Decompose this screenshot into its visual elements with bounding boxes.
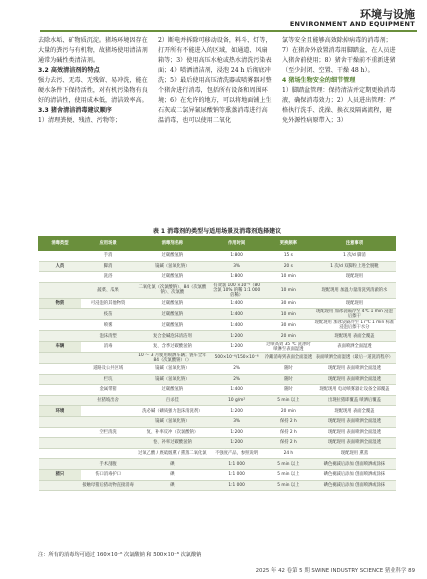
- table-cell: 拉猪坡出舍: [81, 395, 135, 406]
- table-caption: 表 1 消毒剂的类型与适用场景及消毒剂选择建议: [152, 228, 282, 235]
- table-cell: 30 min: [263, 320, 313, 331]
- table-cell: 伤口消毒护口: [81, 469, 135, 480]
- category-cell: [39, 309, 82, 320]
- category-cell: 猪只: [39, 469, 82, 480]
- paragraph: 1）清理粪便、残渣、污物等；: [38, 117, 122, 124]
- table-cell: 疫苗: [81, 309, 135, 320]
- table-cell: 过氧乙酸 / 底硫烟熏 / 熏蒸二氧化氯: [135, 448, 210, 459]
- category-cell: [39, 480, 82, 491]
- table-row: [39, 395, 396, 406]
- table-cell: 过碳酸氢钠: [135, 251, 210, 262]
- table-cell: 出现拉猪即覆盖 喷洒后覆盖: [313, 395, 395, 406]
- table-cell: 保持 2 h: [263, 416, 313, 427]
- table-cell: 碘: [135, 469, 210, 480]
- table-cell: 二氧化氯（次氯酸钠）、84（次氯酸钠）、次氯酸: [135, 282, 210, 298]
- category-cell: [39, 459, 82, 470]
- table-cell: 1:200: [210, 427, 264, 438]
- table-cell: 碘色褪减后添加 创面喷洒或涂抹: [313, 469, 395, 480]
- table-cell: 卷、补率过碳酸氢钠: [135, 438, 210, 449]
- table-cell: 现配现用 熏蒸: [313, 448, 395, 459]
- table-cell: 蔬菜、瓜果: [81, 282, 135, 298]
- table-cell: 镜碱（氢氧化钠）: [135, 416, 210, 427]
- table-cell: 2%: [210, 363, 264, 374]
- subheading: 3.3 猪舍清洁消毒建议顺序: [38, 107, 112, 114]
- table-cell: 洗浴: [81, 272, 135, 283]
- paragraph: 2）断电并拆除可移动设备，料斗、灯等，打开所有不能进入的区域，如通道、风扇箱等；3）使用高压水枪或热水清洗污染表面；4）喷洒清洁剂，浸泡 24 h 后彻底冲洗；5）最后使用高压清洗器或喷雾器对整个猪舍进行消毒，包括所有设备和周围环境；6）在允许的地方，可以将地面铺上生石灰或二氯异氰尿酸钠等熏蒸消毒进行高温消毒，也可以使用二氧化: [158, 37, 272, 124]
- table-cell: 栏坑: [81, 374, 135, 385]
- column-header: 消毒类型: [39, 237, 82, 251]
- table-cell: [81, 416, 135, 427]
- paragraph: 强力去污、无毒、无残留、易冲洗，能在硬水条件下保持活性，对有机污染物有良好的清洁性，使用成本低，清洁效率高。: [38, 77, 148, 104]
- table-cell: 5 min 以上: [263, 469, 313, 480]
- table-cell: 500×10⁻⁶/150×10⁻⁶: [210, 352, 264, 363]
- table-cell: 1:200: [210, 438, 264, 449]
- table-cell: 现配现用 表面喷洒全面湿透: [313, 438, 395, 449]
- table-row: [39, 282, 396, 298]
- body-column-2: [158, 36, 273, 126]
- table-cell: 过碳酸氢钠: [135, 320, 210, 331]
- table-cell: 现配现用 加冰袋隔冷至 4℃ 1 min 浸泡后擦干: [313, 309, 395, 320]
- table-cell: 过喷高效 35 ℃ 洗涤时喷淋至表面湿透: [263, 341, 313, 352]
- table-cell: 现配现用 表面喷洒全面湿透: [313, 363, 395, 374]
- body-column-1: [38, 36, 150, 126]
- table-cell: 现配现用 表面喷洒全面湿透: [313, 416, 395, 427]
- table-cell: 过碳酸氢钠: [135, 309, 210, 320]
- table-cell: 1:400: [210, 309, 264, 320]
- table-row: [39, 427, 396, 438]
- table-cell: [81, 352, 135, 363]
- table-row: [39, 331, 396, 342]
- table-cell: 3%: [210, 416, 264, 427]
- table-cell: 碘: [135, 480, 210, 491]
- category-cell: 人员: [39, 261, 82, 272]
- table-cell: 24 h: [263, 448, 313, 459]
- table-cell: 镜碱（氢氧化钠）: [135, 363, 210, 374]
- table-row: [39, 448, 396, 459]
- table-cell: 1:400: [210, 298, 264, 309]
- category-cell: [39, 438, 82, 449]
- table-row: [39, 341, 396, 352]
- table-cell: 泡沫清塑: [81, 331, 135, 342]
- table-cell: 洗必碱（磷质强力泡沫清洗剂）: [135, 406, 210, 417]
- table-cell: [81, 438, 135, 449]
- table-cell: 表面喷洒全面湿透: [313, 341, 395, 352]
- table-row: [39, 363, 396, 374]
- table-cell: 30 min: [263, 298, 313, 309]
- table-row: [39, 298, 396, 309]
- table-cell: 20 s: [263, 261, 313, 272]
- table-cell: 脚消: [81, 261, 135, 272]
- table-cell: 百杀佳: [135, 395, 210, 406]
- table-cell: 冷藏消毒到表面全面湿透: [263, 352, 313, 363]
- table-row: [39, 272, 396, 283]
- table-row: [39, 438, 396, 449]
- table-cell: 现配现用: [313, 272, 395, 283]
- paragraph: 去除水垢、矿物质沉淀。猪场环境因存在大量的粪污与有机物，故猪场使用清洁剂通常为碱性类清洁剂。: [38, 37, 148, 64]
- category-cell: 物资: [39, 298, 82, 309]
- table-cell: 可浸泡的其他物资: [81, 298, 135, 309]
- category-cell: 环境: [39, 406, 82, 417]
- header-divider: [40, 30, 417, 32]
- table-cell: 镜碱（氢氧化钠）: [135, 374, 210, 385]
- table-cell: 过碳酸氢钠: [135, 272, 210, 283]
- category-cell: [39, 374, 82, 385]
- table-cell: 1:800: [210, 251, 264, 262]
- table-cell: 1:1 000: [210, 459, 264, 470]
- category-cell: [39, 272, 82, 283]
- table-cell: 手术剖腹: [81, 459, 135, 470]
- category-cell: [39, 395, 82, 406]
- table-row: [39, 374, 396, 385]
- category-cell: 车辆: [39, 341, 82, 352]
- table-cell: 过碳酸氢钠: [135, 298, 210, 309]
- table-cell: 现配现用 表面喷洒全面湿透: [313, 374, 395, 385]
- table-cell: 10 min: [263, 272, 313, 283]
- table-cell: 1:1 000: [210, 480, 264, 491]
- table-cell: 1:400: [210, 320, 264, 331]
- table-cell: 5 min 以上: [263, 459, 313, 470]
- column-header: 更换频率: [263, 237, 313, 251]
- table-cell: 镜碱（氢氧化钠）: [135, 261, 210, 272]
- table-cell: 1:1 000: [210, 469, 264, 480]
- table-cell: 复合金碱泡沫清洁剂: [135, 331, 210, 342]
- table-cell: 1:200: [210, 406, 264, 417]
- table-cell: 10 ～ 3 月使用喷洒车辆；链车全年 84（次氯酸钠）（）: [135, 352, 210, 363]
- table-cell: 金属带猪: [81, 385, 135, 396]
- column-header: 应用场景: [81, 237, 135, 251]
- table-cell: 2%: [210, 374, 264, 385]
- category-cell: [39, 331, 82, 342]
- table-cell: 1:200: [210, 331, 264, 342]
- category-cell: [39, 352, 82, 363]
- table-cell: 保持 2 h: [263, 427, 313, 438]
- table-header-row: [39, 237, 396, 251]
- paragraph: 1）脚踏盆管理：保持清洁并定期更换消毒液，确保消毒效力；2）人员进出管理：严格执行洗手、洗澡、换衣及隔离流程，避免外源性病原带入；3）: [282, 87, 396, 124]
- table-cell: 不强度产品，参照说明: [210, 448, 264, 459]
- table-cell: [81, 448, 135, 459]
- table-cell: 消毒: [81, 341, 135, 352]
- category-cell: [39, 427, 82, 438]
- table-cell: 碘色褪减后添加 创面喷洒或涂抹: [313, 459, 395, 470]
- table-cell: 道路及公共区域: [81, 363, 135, 374]
- disinfectant-table: [38, 236, 396, 491]
- table-cell: 接触母猪后猪动物直接消毒: [81, 480, 135, 491]
- table-cell: 20 min: [263, 406, 313, 417]
- page-footer: 2025 年 42 卷第 5 期 SWINE INDUSTRY SCIENCE 猪业科学 89: [255, 568, 415, 574]
- paragraph: 氯等安全且能够高效除掉病毒的消毒剂；7）在猪舍外放置消毒用脚踏盆，在人员进入猪舍前使用；8）猪舍干燥前不重新进猪（至少封闭、空置、干燥 48 h）。: [282, 37, 396, 74]
- table-cell: 手消: [81, 251, 135, 262]
- table-row: [39, 251, 396, 262]
- table-row: [39, 309, 396, 320]
- table-body: [39, 251, 396, 491]
- table-cell: 喷雾: [81, 320, 135, 331]
- table-cell: 有效氯 100 ×10⁻⁶（80 含氯 10% 的稀 1:1 000 倍稀）: [210, 282, 264, 298]
- category-cell: [39, 448, 82, 459]
- category-cell: [39, 282, 82, 298]
- table-cell: 现配现用 表面全覆盖: [313, 406, 395, 417]
- table-row: [39, 469, 396, 480]
- table-row: [39, 480, 396, 491]
- table-cell: 表面喷洒全面湿透（最后一道洗消程序）: [313, 352, 395, 363]
- table-cell: 现配现用: [313, 298, 395, 309]
- table-cell: 现配现用 表面全覆盖: [313, 331, 395, 342]
- table-cell: 现配现用 加冰袋隔冷至 17℃ 1 min 标准浸泡后擦干水分: [314, 320, 395, 331]
- table-cell: 过碳酸氢钠: [135, 385, 210, 396]
- category-cell: [39, 385, 82, 396]
- table-cell: 随时: [263, 363, 313, 374]
- table-cell: 10 min: [263, 282, 313, 298]
- table-cell: 复、含季过碳酸氢钠: [135, 341, 210, 352]
- table-cell: 5 min 以上: [263, 480, 313, 491]
- table-row: [39, 385, 396, 396]
- subheading: 3.2 高效清洁剂的特点: [38, 67, 100, 74]
- category-cell: [39, 251, 82, 262]
- table-cell: 1 次/d 脚消: [313, 251, 395, 262]
- category-cell: [39, 416, 82, 427]
- table-cell: 碘: [135, 459, 210, 470]
- table-cell: [81, 406, 135, 417]
- table-cell: 5 min 以上: [263, 395, 313, 406]
- table-cell: 20 min: [263, 331, 313, 342]
- table-cell: 10 g/m²: [210, 395, 264, 406]
- table-cell: 保持 2 h: [263, 438, 313, 449]
- column-header: 消毒剂名称: [135, 237, 210, 251]
- table-row: [39, 459, 396, 470]
- section-heading: 4 猪场生物安全的细节管理: [282, 77, 356, 84]
- category-cell: [39, 320, 82, 331]
- table-row: [39, 406, 396, 417]
- section-subtitle: ENVIRONMENT AND EQUIPMENT: [289, 20, 415, 28]
- table-cell: 复、补率反冲（次氯酸钠）: [135, 427, 210, 438]
- table-cell: 现配现用 加温力量清洗到清澈的水: [313, 282, 395, 298]
- table-cell: 现配现用 电动喷雾器让设备全部覆盖: [313, 385, 395, 396]
- table-row: [39, 261, 396, 272]
- body-column-3: [282, 36, 396, 126]
- table-cell: 3%: [210, 261, 264, 272]
- category-cell: [39, 363, 82, 374]
- table-cell: 10 min: [263, 309, 313, 320]
- table-cell: 15 s: [263, 251, 313, 262]
- table-cell: 现配现用 表面喷洒全面湿透: [313, 427, 395, 438]
- table-cell: 随时: [263, 385, 313, 396]
- table-cell: 碘色褪减后添加 创面喷洒或涂抹: [313, 480, 395, 491]
- column-header: 作用时间: [210, 237, 264, 251]
- table-row: [39, 416, 396, 427]
- column-header: 注意事项: [313, 237, 395, 251]
- table-cell: 空栏清洗: [81, 427, 135, 438]
- table-cell: 1:800: [210, 272, 264, 283]
- table-cell: 1:200: [210, 341, 264, 352]
- table-cell: 随时: [263, 374, 313, 385]
- table-row: [39, 352, 396, 363]
- section-title: 环境与设施: [360, 8, 415, 21]
- table-note: 注：所有的消毒均可通过 160×10⁻⁶ 次氯酸钠 和 500×10⁻⁶ 次氯酸钠: [38, 552, 202, 558]
- table-cell: 1 次/d 双脚粒上进全脱靴: [313, 261, 395, 272]
- table-cell: 1:400: [210, 385, 264, 396]
- table-row: [39, 320, 396, 331]
